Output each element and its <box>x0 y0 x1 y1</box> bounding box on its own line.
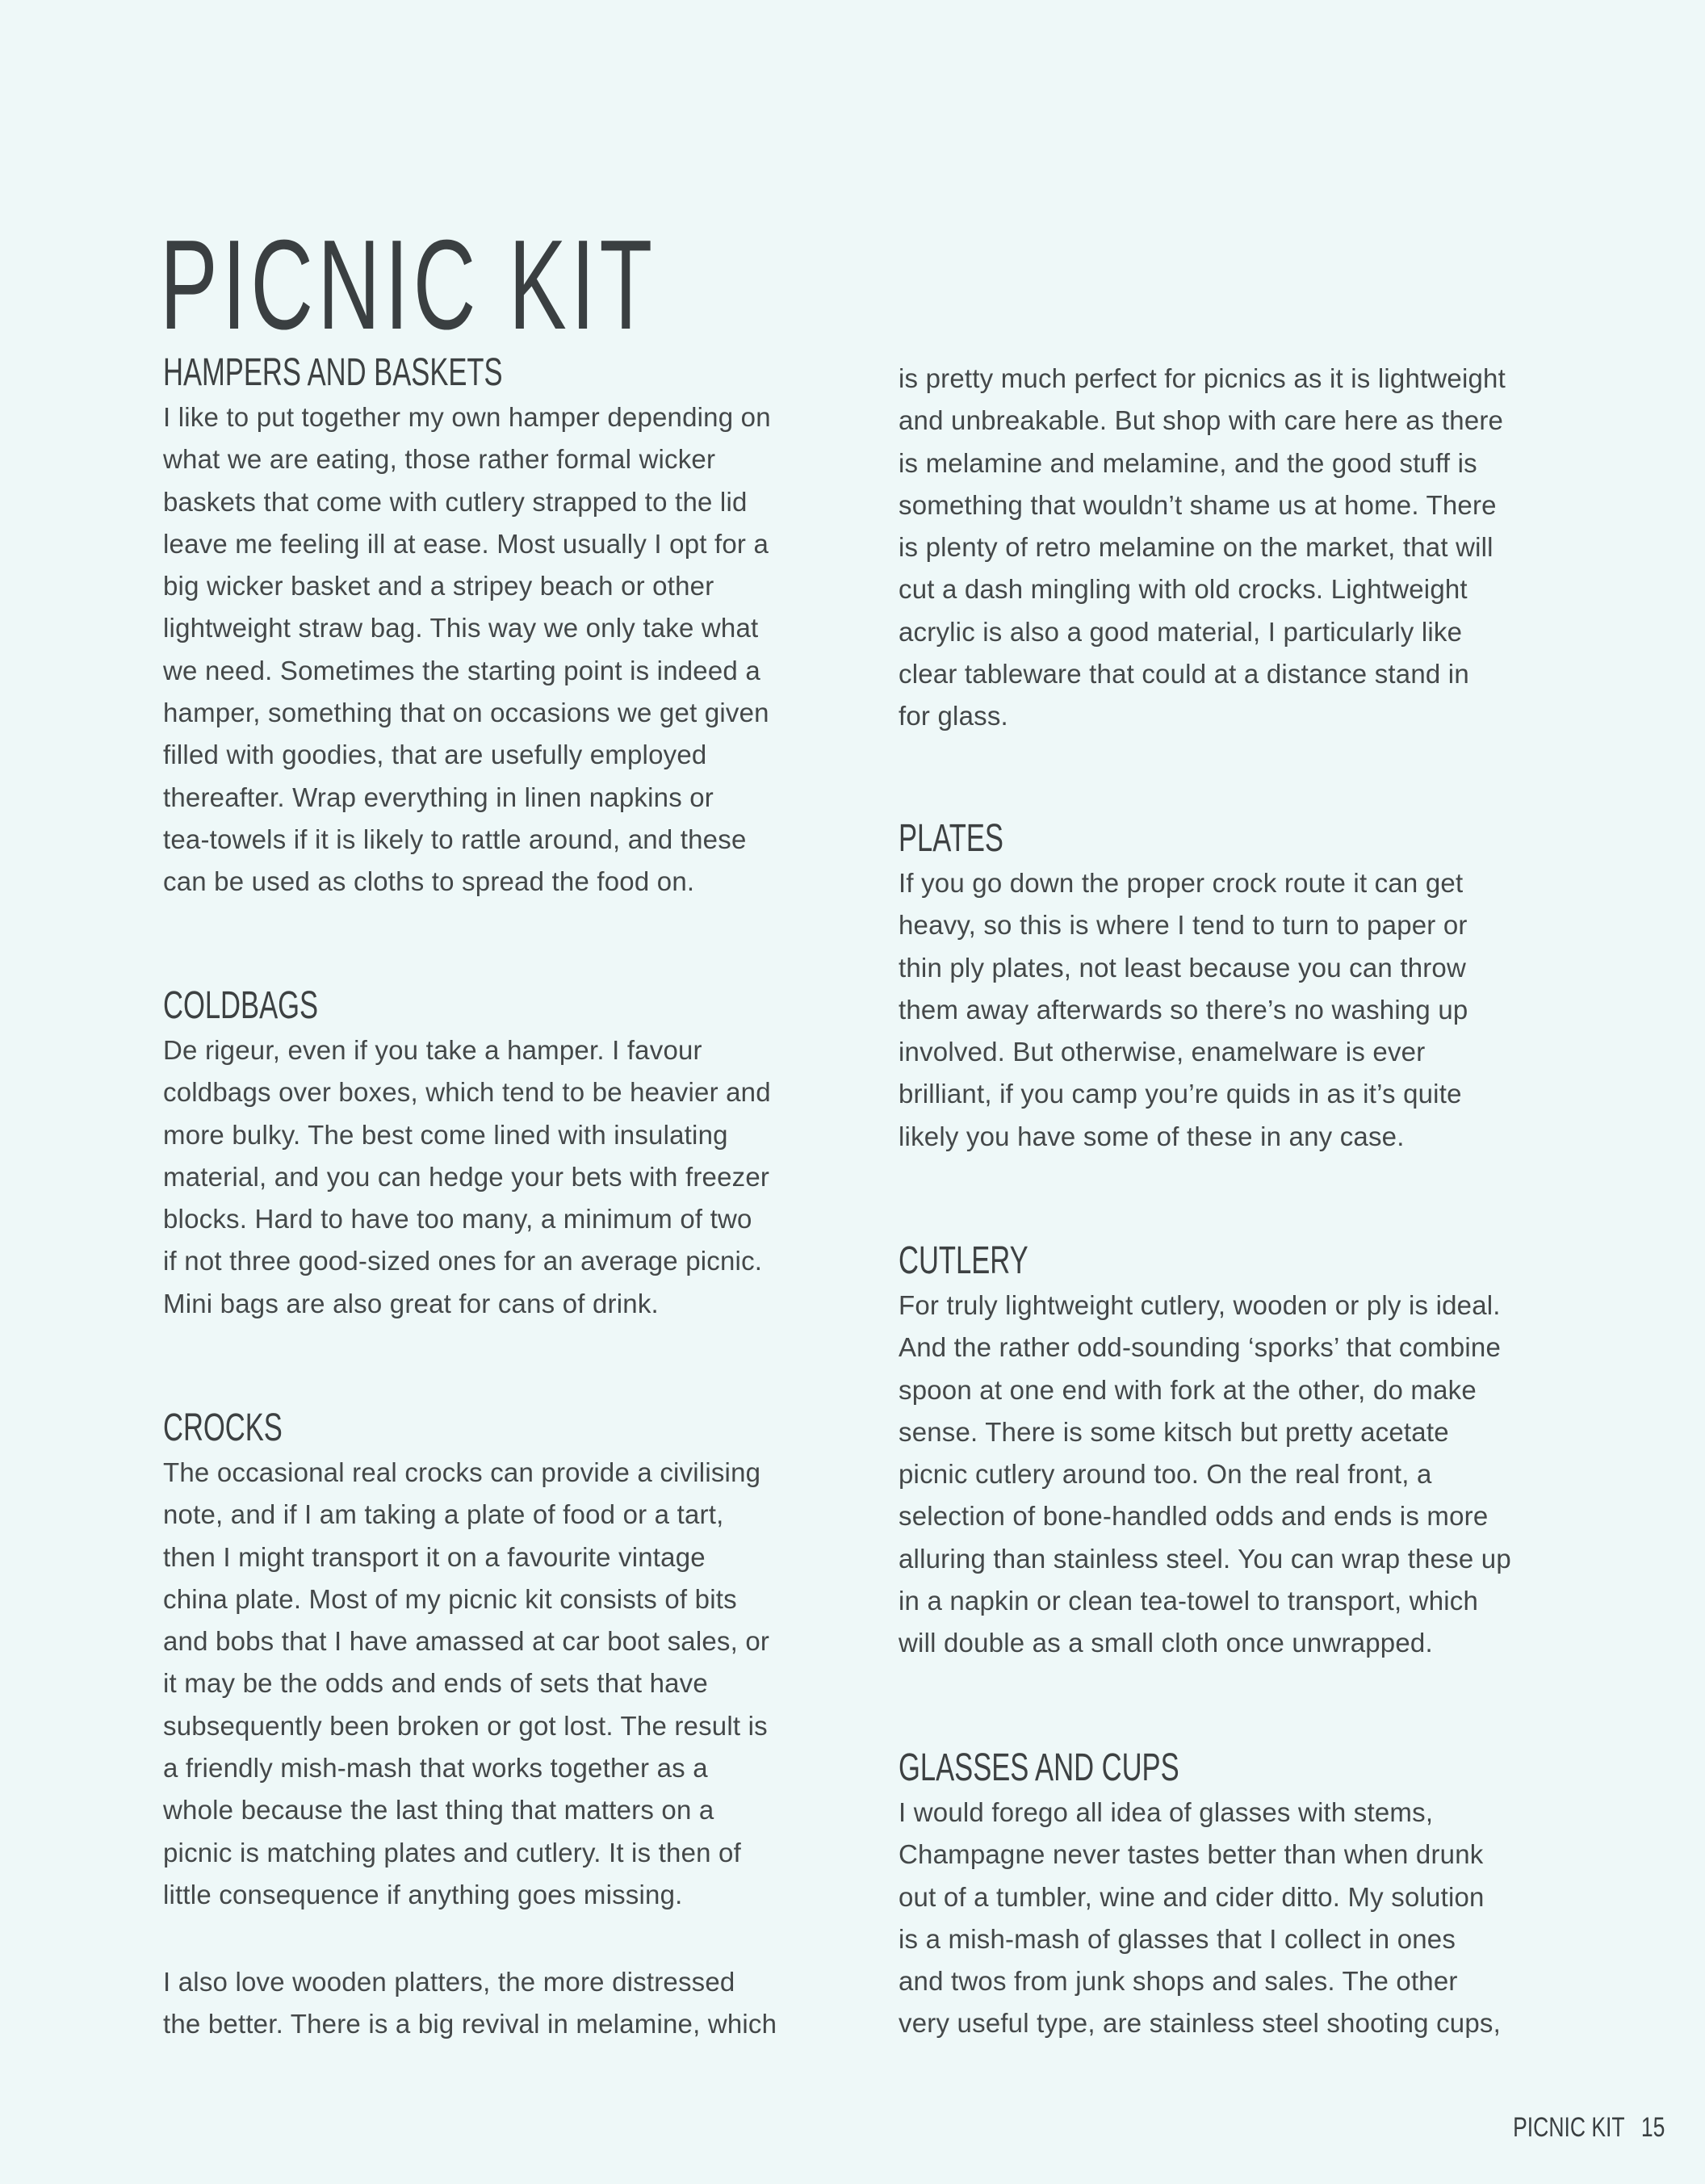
body-text-line: very useful type, are stainless steel shooting cups, <box>899 2008 1501 2039</box>
page-number: 15 <box>1640 2112 1665 2143</box>
body-text-line: lightweight straw bag. This way we only take what <box>163 613 759 643</box>
body-text-line: coldbags over boxes, which tend to be heavier and <box>163 1077 771 1108</box>
body-text-line: if not three good-sized ones for an average picnic. <box>163 1246 763 1276</box>
body-text-line: I like to put together my own hamper depending on <box>163 402 771 432</box>
body-text-line: is melamine and melamine, and the good stuff is <box>899 447 1477 478</box>
body-text-line: out of a tumbler, wine and cider ditto. My solution <box>899 1881 1485 1912</box>
section-plates <box>899 815 1577 1158</box>
section-heading-text: COLDBAGS <box>163 984 319 1027</box>
section-coldbags <box>163 982 841 1325</box>
section-heading <box>899 815 1577 862</box>
body-text-line: material, and you can hedge your bets with freezer <box>163 1161 770 1192</box>
body-text-line: leave me feeling ill at ease. Most usually I opt for a <box>163 528 769 559</box>
body-text-line: and twos from junk shops and sales. The other <box>899 1966 1458 1997</box>
body-text-line: little consequence if anything goes missing. <box>163 1879 683 1909</box>
body-text-line: can be used as cloths to spread the food on. <box>163 866 695 897</box>
section-heading-text: CUTLERY <box>899 1239 1028 1282</box>
body-text-line: in a napkin or clean tea-towel to transport, which <box>899 1586 1479 1616</box>
body-text-line: I also love wooden platters, the more distressed <box>163 1967 735 1997</box>
section-glasses <box>899 1744 1577 2045</box>
body-text-line: blocks. Hard to have too many, a minimum of two <box>163 1204 752 1235</box>
body-text-line: heavy, so this is where I tend to turn to paper or <box>899 910 1468 941</box>
body-text-line: Champagne never tastes better than when drunk <box>899 1839 1484 1870</box>
section-heading <box>163 1404 841 1452</box>
section-heading-text: GLASSES AND CUPS <box>899 1746 1179 1789</box>
body-text-line: If you go down the proper crock route it can get <box>899 868 1464 898</box>
body-text-line: For truly lightweight cutlery, wooden or ply is ideal. <box>899 1290 1501 1320</box>
body-text-line: likely you have some of these in any case. <box>899 1121 1405 1151</box>
body-text-line: picnic cutlery around too. On the real front, a <box>899 1459 1432 1490</box>
body-text-line: cut a dash mingling with old crocks. Lightweight <box>899 574 1468 605</box>
body-text-line: the better. There is a big revival in melamine, which <box>163 2009 777 2039</box>
section-crocks-2 <box>163 1961 841 2046</box>
body-text-line: baskets that come with cutlery strapped to the lid <box>163 486 748 517</box>
section-hampers <box>163 349 841 903</box>
body-text-line: is a mish-mash of glasses that I collect in ones <box>899 1923 1456 1954</box>
section-cutlery <box>899 1237 1577 1665</box>
body-text-line: note, and if I am taking a plate of food or a tart, <box>163 1499 724 1530</box>
body-text-line: china plate. Most of my picnic kit consists of bits <box>163 1583 737 1614</box>
body-text-line: De rigeur, even if you take a hamper. I favour <box>163 1035 702 1065</box>
page-footer <box>1513 2111 1665 2144</box>
section-crocks <box>163 1404 841 1916</box>
body-text-line: something that wouldn’t shame us at home. There <box>899 489 1497 520</box>
section-heading <box>163 982 841 1029</box>
body-text-line: acrylic is also a good material, I particularly like <box>899 616 1463 647</box>
body-text-line: what we are eating, those rather formal wicker <box>163 444 716 475</box>
body-text-line: them away afterwards so there’s no washing up <box>899 994 1468 1025</box>
section-heading-text: PLATES <box>899 817 1003 860</box>
body-text-line: Mini bags are also great for cans of drink. <box>163 1288 659 1318</box>
body-text-line: picnic is matching plates and cutlery. It is then of <box>163 1837 741 1868</box>
body-text-line: thin ply plates, not least because you can throw <box>899 952 1467 983</box>
body-text-line: a friendly mish-mash that works together as a <box>163 1753 708 1784</box>
section-heading <box>163 349 841 396</box>
body-text-line: is plenty of retro melamine on the market, that will <box>899 532 1493 563</box>
body-text-line: involved. But otherwise, enamelware is ever <box>899 1037 1426 1067</box>
body-text-line: selection of bone-handled odds and ends is more <box>899 1501 1489 1532</box>
body-text-line: more bulky. The best come lined with insulating <box>163 1119 728 1150</box>
section-heading-text: CROCKS <box>163 1406 283 1449</box>
body-text-line: thereafter. Wrap everything in linen napkins or <box>163 782 714 812</box>
body-text-line: The occasional real crocks can provide a civilising <box>163 1457 761 1487</box>
body-text-line: we need. Sometimes the starting point is indeed a <box>163 655 760 685</box>
body-text-line: hamper, something that on occasions we get given <box>163 698 769 728</box>
body-text-line: and bobs that I have amassed at car boot sales, or <box>163 1626 770 1657</box>
running-head: PICNIC KIT <box>1512 2112 1625 2143</box>
body-text-line: then I might transport it on a favourite vintage <box>163 1541 706 1572</box>
body-text-line: it may be the odds and ends of sets that have <box>163 1668 708 1699</box>
body-text-line: big wicker basket and a stripey beach or other <box>163 571 714 602</box>
body-text-line: spoon at one end with fork at the other, do make <box>899 1374 1477 1405</box>
section-heading <box>899 1237 1577 1285</box>
section-heading <box>899 1744 1577 1792</box>
body-text-line: I would forego all idea of glasses with stems, <box>899 1797 1434 1827</box>
body-text-line: will double as a small cloth once unwrapped. <box>899 1628 1433 1658</box>
body-text-line: clear tableware that could at a distance stand in <box>899 659 1469 690</box>
body-text-line: is pretty much perfect for picnics as it is lightweight <box>899 363 1506 393</box>
body-text-line: alluring than stainless steel. You can wrap these up <box>899 1543 1511 1574</box>
section-heading-text: HAMPERS AND BASKETS <box>163 351 503 394</box>
body-text-line: filled with goodies, that are usefully employed <box>163 740 707 770</box>
body-text-line: And the rather odd-sounding ‘sporks’ that combine <box>899 1332 1502 1363</box>
body-text-line: tea-towels if it is likely to rattle around, and these <box>163 824 747 854</box>
body-text-line: whole because the last thing that matters on a <box>163 1795 714 1826</box>
section-crocks-3 <box>899 358 1577 738</box>
body-text-line: sense. There is some kitsch but pretty acetate <box>899 1416 1449 1447</box>
body-text-line: and unbreakable. But shop with care here as there <box>899 405 1504 436</box>
body-text-line: for glass. <box>899 701 1008 731</box>
body-text-line: subsequently been broken or got lost. The result is <box>163 1710 768 1741</box>
page-title: PICNIC KIT <box>160 213 657 356</box>
body-text-line: brilliant, if you camp you’re quids in as it’s quite <box>899 1079 1462 1109</box>
